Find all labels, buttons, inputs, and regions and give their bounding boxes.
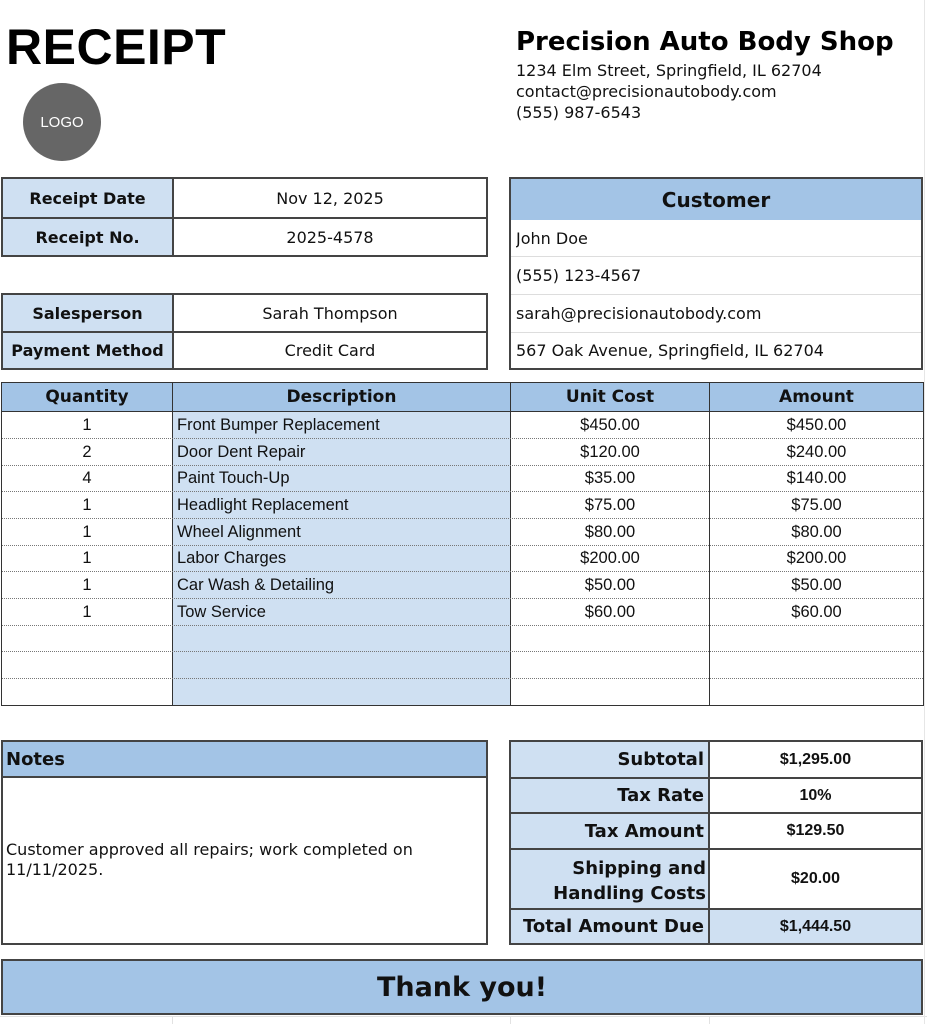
customer-heading: Customer xyxy=(661,187,771,212)
logo-placeholder xyxy=(23,83,101,161)
row-unit-cost: $75.00 xyxy=(584,495,636,514)
shop-address: 1234 Elm Street, Springfield, IL 62704 xyxy=(516,61,822,80)
row-description: Car Wash & Detailing xyxy=(177,575,335,594)
row-quantity: 4 xyxy=(82,469,92,487)
row-amount: $200.00 xyxy=(786,549,847,567)
row-quantity xyxy=(2,652,172,678)
receipt-date-label: Receipt Date xyxy=(29,188,146,208)
row-amount: $60.00 xyxy=(791,602,842,621)
row-description: Labor Charges xyxy=(177,549,287,567)
col-header-unit-cost: Unit Cost xyxy=(565,387,655,407)
row-amount: $75.00 xyxy=(791,495,842,514)
row-quantity: 1 xyxy=(82,602,92,621)
receipt-number-value: 2025-4578 xyxy=(286,227,374,247)
row-description: Tow Service xyxy=(177,602,266,621)
row-unit-cost xyxy=(511,652,709,678)
row-quantity: 1 xyxy=(82,522,92,541)
row-quantity xyxy=(2,679,172,705)
row-unit-cost: $35.00 xyxy=(584,469,636,487)
shop-name: Precision Auto Body Shop xyxy=(516,27,894,57)
salesperson-label: Salesperson xyxy=(32,303,143,323)
row-unit-cost: $50.00 xyxy=(584,575,636,594)
row-description: Door Dent Repair xyxy=(177,442,306,461)
shop-email: contact@precisionautobody.com xyxy=(516,82,777,101)
notes-text: Customer approved all repairs; work completed on 11/11/2025. xyxy=(6,840,413,879)
shop-phone: (555) 987-6543 xyxy=(516,103,642,122)
grid-line xyxy=(172,1016,173,1024)
customer-address: 567 Oak Avenue, Springfield, IL 62704 xyxy=(516,341,824,360)
shipping-label-line-2: Handling Costs xyxy=(553,883,706,904)
shipping-label xyxy=(511,856,706,906)
customer-phone: (555) 123-4567 xyxy=(516,266,642,285)
row-quantity: 2 xyxy=(82,442,92,461)
row-description xyxy=(177,652,507,678)
receipt-date-value: Nov 12, 2025 xyxy=(276,188,384,208)
tax-amount-value: $129.50 xyxy=(786,822,845,839)
row-amount: $140.00 xyxy=(786,469,847,487)
tax-amount-label: Tax Amount xyxy=(584,820,704,842)
row-unit-cost: $450.00 xyxy=(580,416,640,434)
row-amount xyxy=(710,679,923,705)
tax-rate-value: 10% xyxy=(799,786,832,804)
row-amount: $450.00 xyxy=(786,416,847,434)
payment-method-value: Credit Card xyxy=(284,341,376,360)
total-due-label: Total Amount Due xyxy=(523,916,704,937)
total-due-value: $1,444.50 xyxy=(779,917,852,935)
grid-line xyxy=(709,1016,710,1024)
subtotal-label: Subtotal xyxy=(617,749,704,770)
logo-text: LOGO xyxy=(40,113,84,131)
salesperson-value: Sarah Thompson xyxy=(262,303,398,323)
customer-name: John Doe xyxy=(516,228,588,248)
grid-line xyxy=(0,1016,927,1017)
col-header-description: Description xyxy=(286,387,397,407)
row-amount: $50.00 xyxy=(791,575,842,594)
row-unit-cost: $120.00 xyxy=(580,442,640,461)
col-header-amount: Amount xyxy=(779,387,854,407)
row-amount: $240.00 xyxy=(786,442,847,461)
row-quantity: 1 xyxy=(82,416,92,434)
row-description: Wheel Alignment xyxy=(177,522,301,541)
row-quantity xyxy=(2,626,172,651)
tax-rate-label: Tax Rate xyxy=(617,785,704,806)
row-unit-cost: $200.00 xyxy=(580,549,640,567)
row-amount xyxy=(710,626,923,651)
notes-heading: Notes xyxy=(6,748,65,770)
row-unit-cost: $60.00 xyxy=(584,602,636,621)
col-header-quantity: Quantity xyxy=(45,387,129,407)
grid-line xyxy=(924,0,925,1024)
row-description xyxy=(177,679,507,705)
row-unit-cost xyxy=(511,626,709,651)
row-description xyxy=(177,626,507,651)
grid-line xyxy=(510,1016,511,1024)
row-amount xyxy=(710,652,923,678)
row-quantity: 1 xyxy=(82,495,92,514)
row-unit-cost: $80.00 xyxy=(584,522,636,541)
shipping-label-line-1: Shipping and xyxy=(572,858,706,879)
row-description: Front Bumper Replacement xyxy=(177,416,380,434)
row-amount: $80.00 xyxy=(791,522,842,541)
customer-email: sarah@precisionautobody.com xyxy=(516,304,762,323)
shipping-value: $20.00 xyxy=(791,870,840,887)
subtotal-value: $1,295.00 xyxy=(779,750,852,768)
row-description: Headlight Replacement xyxy=(177,495,349,514)
receipt-number-label: Receipt No. xyxy=(35,227,140,247)
row-quantity: 1 xyxy=(82,575,92,594)
row-unit-cost xyxy=(511,679,709,705)
receipt-title: RECEIPT xyxy=(6,19,227,75)
payment-method-label: Payment Method xyxy=(11,341,164,360)
row-description: Paint Touch-Up xyxy=(177,469,290,487)
thank-you-text: Thank you! xyxy=(376,971,548,1003)
row-quantity: 1 xyxy=(82,549,92,567)
